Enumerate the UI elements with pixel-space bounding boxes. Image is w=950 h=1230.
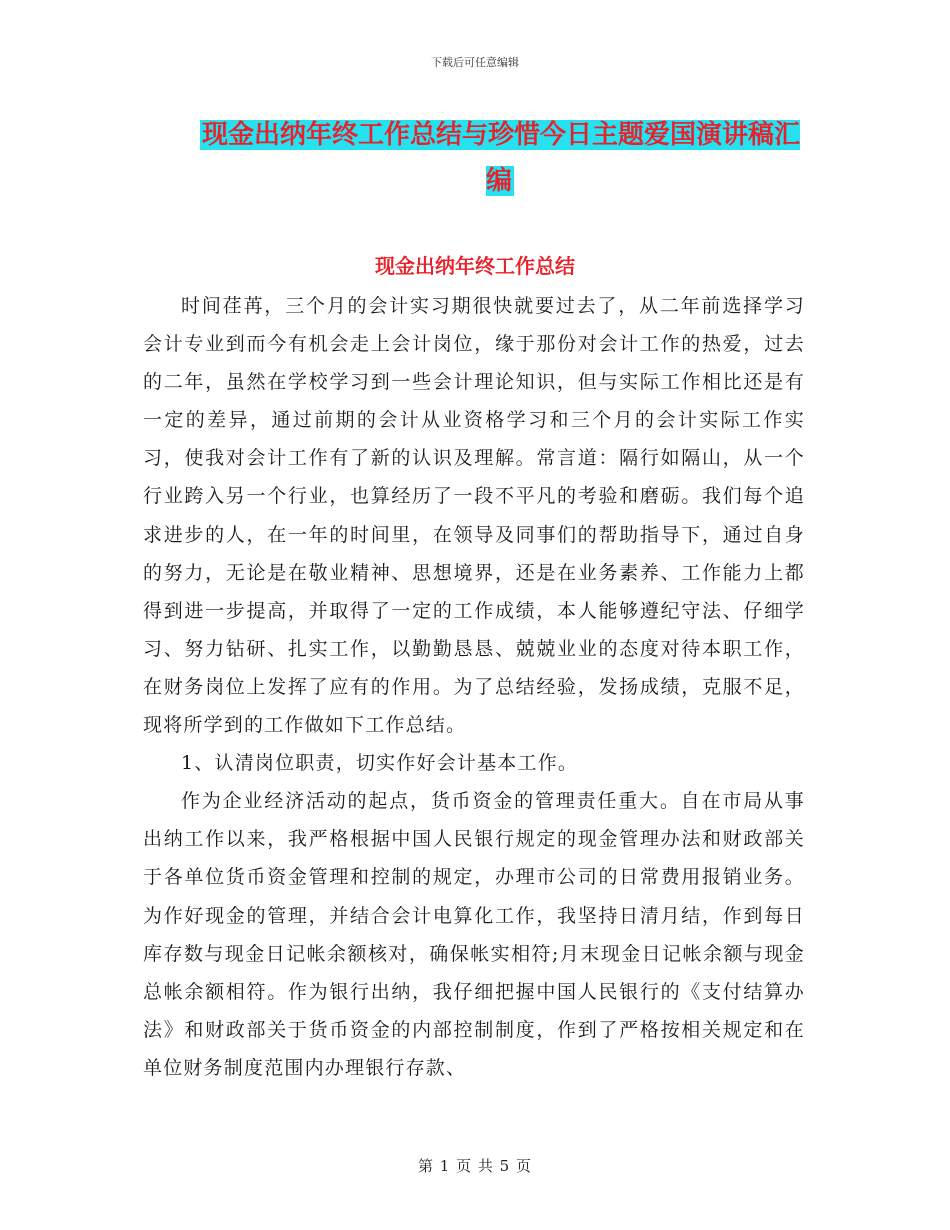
body-text	[143, 287, 805, 1087]
paragraph: 1、认清岗位职责，切实作好会计基本工作。	[181, 752, 579, 775]
paragraph: 作为企业经济活动的起点，货币资金的管理责任重大。自在市局从事出纳工作以来，我严格根据中国人民银行规定的现金管理办法和财政部关于各单位货币资金管理和控制的规定，办理市公司的日常费用报销业务。为作好现金的管理，并结合会计电算化工作，我坚持日清月结，作到每日库存数与现金日记帐余额核对，确保帐实相符;月末现金日记帐余额与现金总帐余额相符。作为银行出纳，我仔细把握中国人民银行的《支付结算办法》和财政部关于货币资金的内部控制制度，作到了严格按相关规定和在单位财务制度范围内办理银行存款、	[143, 790, 805, 1079]
section-title: 现金出纳年终工作总结	[375, 254, 575, 278]
header-note: 下载后可任意编辑	[431, 56, 519, 69]
paragraph: 时间荏苒，三个月的会计实习期很快就要过去了，从二年前选择学习会计专业到而今有机会走上会计岗位，缘于那份对会计工作的热爱，过去的二年，虽然在学校学习到一些会计理论知识，但与实际工作相比还是有一定的差异，通过前期的会计从业资格学习和三个月的会计实际工作实习，使我对会计工作有了新的认识及理解。常言道：隔行如隔山，从一个行业跨入另一个行业，也算经历了一段不平凡的考验和磨砺。我们每个追求进步的人，在一年的时间里，在领导及同事们的帮助指导下，通过自身的努力，无论是在敬业精神、思想境界，还是在业务素养、工作能力上都得到进一步提高，并取得了一定的工作成绩，本人能够遵纪守法、仔细学习、努力钻研、扎实工作，以勤勤恳恳、兢兢业业的态度对待本职工作，在财务岗位上发挥了应有的作用。为了总结经验，发扬成绩，克服不足，现将所学到的工作做如下工作总结。	[143, 295, 805, 737]
document-title-text: 现金出纳年终工作总结与珍惜今日主题爱国演讲稿汇编	[201, 120, 800, 196]
document-title	[190, 112, 810, 204]
page-number: 第 1 页 共 5 页	[418, 1157, 532, 1175]
